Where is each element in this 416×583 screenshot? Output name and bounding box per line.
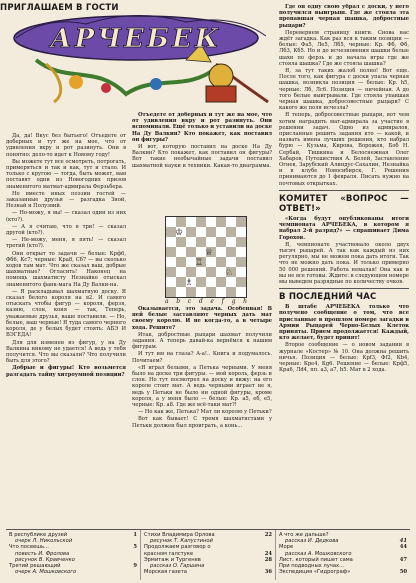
toc-item: рассказ А. Мошковского [285, 550, 352, 557]
board-square [186, 247, 196, 257]
board-square [176, 257, 186, 267]
board-square [216, 257, 226, 267]
board-square [196, 287, 206, 297]
toc-item[interactable]: Эрмитаж и Тургенев 28 [144, 556, 272, 563]
board-square [166, 237, 176, 247]
toc-item: рассказ О. Гаршина [150, 563, 205, 570]
paragraph: — Но-можу, я вы! — сказал один из них (кто?). [6, 210, 126, 223]
file-label: a [165, 298, 169, 305]
section-heading-committee: КОМИТЕТ «ВОПРОС — ОТВЕТ!» [279, 193, 409, 214]
board-square [186, 287, 196, 297]
board-square [236, 217, 246, 227]
table-of-contents [6, 529, 410, 580]
divider [279, 190, 409, 191]
file-label: e [210, 298, 214, 305]
board-square [216, 227, 226, 237]
board-square [196, 277, 206, 287]
board-square [196, 267, 206, 277]
toc-item[interactable]: При подводных лучах... [279, 563, 345, 570]
board-square [226, 287, 236, 297]
paragraph: «Я играл белыми, а Петька черными. У меня было на доске три фигуры. — мой король, ферзь и слон. Но тут посмотрел на доску и вижу: на его короле стоит мат. А ведь черными играет не я, ведь у Петьки не было ни одной фигуры, кроме короля, а у меня было — белые: Кр. а5, еб, е5, черные: Кр. а8. Где же всё-таки мат?! [132, 364, 272, 409]
board-square [196, 237, 206, 247]
paragraph: Второе сообщение — о новом задании в журнале «Костер» № 10. Она должна решить ничья. Позиция — белые: Крf3, Фf2, Кb4, черные: Кре4, Кg6. Решение — белые: Крф5, Кра6, Лd4, пп. а3, а7, b5. Мат в 2 хода. [279, 342, 409, 374]
board-square [226, 227, 236, 237]
paragraph: — Не-можу, меня, я пять! — сказал третий (кто?). [6, 237, 126, 250]
file-label: c [187, 298, 192, 305]
toc-item[interactable]: Стихи Владимира Орлова 22 [144, 532, 272, 538]
banner-title: АРЧЕБЕК [50, 24, 222, 54]
board-square [216, 287, 226, 297]
board-square [176, 287, 186, 297]
section-heading-last-hour: В ПОСЛЕДНИЙ ЧАС [279, 292, 377, 303]
board-square [196, 217, 206, 227]
paragraph: — Но как же, Петька? Мат ли королю у Петьки? [138, 409, 272, 416]
toc-item: повесть И. Фролова [15, 550, 70, 557]
toc-column [276, 530, 410, 580]
paragraph: Я, за тут таких жалоб полно! Вот еще. После того, как фигура с доски упала черная шашка, возникла позиция — белые: Кр. h5, черные: Лб, Лс6. Позиция — ничейная. А до того белые выигрывали. Где стояла упавшая черная шашка, добросовестные рыцари? С какого же поля исчезла? [279, 68, 409, 112]
toc-item: рисунок В. Кравченко [15, 556, 75, 563]
board-square [206, 267, 216, 277]
file-label: g [231, 298, 236, 305]
paragraph: Но вместе иных поэзии гостей — заказанные друзья — разгадка Зной, Незнай и Полузвий. [6, 190, 126, 210]
toc-column [6, 530, 141, 580]
board-square [226, 277, 236, 287]
paragraph: Вот как бывает! С тремя шахматистами у Петьки должен был проиграть, а конь... [132, 416, 272, 429]
paragraph-intro: Отъедете от доберных и тут же на мое, что от удивления вкру и рот разинуть. Они вспоминали. Ещё только и уставили на доске На Ду Валкин? Кто покажет, как поставил он фигуры? [132, 112, 272, 143]
toc-item: рассказ И. Дедкова 41 [285, 538, 407, 545]
toc-item: рисунок Т. Капустиной [150, 538, 213, 545]
column-puzzle-story [132, 306, 272, 534]
file-label: d [198, 298, 203, 305]
board-square [206, 217, 216, 227]
board-square [166, 287, 176, 297]
chess-king-piece-icon: ♔ [174, 228, 184, 238]
board-square [166, 267, 176, 277]
archebek-banner-illustration [6, 4, 278, 104]
board-square [166, 277, 176, 287]
board-square [226, 257, 236, 267]
board-square [166, 257, 176, 267]
paragraph: Оказывается, это задача. Особенная! В ней белые заставляют черных дать мат своему королю. И не когда-то, а в четыре хода. Решите? [132, 306, 272, 331]
section-heading-invite: ПРИГЛАШАЕМ В ГОСТИ [0, 3, 119, 13]
file-label: f [221, 298, 224, 305]
board-square [176, 267, 186, 277]
board-square [206, 237, 216, 247]
chess-knight-piece-icon: ♘ [224, 268, 234, 278]
board-square [236, 277, 246, 287]
chess-file-labels [165, 298, 247, 305]
paragraph: «Когда будут опубликованы итоги чемпионата АРЧЕБЕКА, в котором я набрал 2-й разряд?» — спрашивает Дима Горохов. [279, 215, 409, 241]
column-invite [6, 133, 126, 528]
chess-queen-piece-icon: ♕ [204, 248, 214, 258]
paragraph: В штабе АРЧЕБЕКА только что получено сообщение о том, что все присланные в прошлом номере загадки в Армии Рыцарей Черно-Белых Клеток приняты. Прием продолжается! Каждый, кто желает, будет принят! [279, 304, 409, 342]
board-square [216, 217, 226, 227]
paragraph: Да, да! Вкус без бытьего! Отъедете от доберных и тут же на мое, что от удивления вкру и рот разинуть. Они в понятно: дело-то идет к Новому году! [6, 133, 126, 158]
board-square [226, 237, 236, 247]
board-square [166, 247, 176, 257]
toc-item[interactable]: Продолжаем разговор о [144, 544, 211, 551]
board-square [216, 237, 226, 247]
board-square [206, 227, 216, 237]
file-label: h [243, 298, 247, 305]
toc-item[interactable]: Морская газета 36 [144, 569, 272, 576]
board-square [206, 287, 216, 297]
file-label: b [176, 298, 181, 305]
board-square [216, 247, 226, 257]
toc-item[interactable]: Третий решающий 9 [9, 563, 137, 570]
paragraph-body: И вот, которую поставил на доске На Ду Валкин? Кто покажет, как поставил он фигуры? Вот такие необычайные задачи поставил шахматной науки и техники. Какая-то диаграмма. [132, 144, 272, 169]
board-square [236, 227, 246, 237]
paragraph: Для для изменен из фигур, у на Ду Валкина никому не удается! А ведь у тебя получится. Что вы сказали? Что получили быть для этого? [6, 339, 126, 365]
board-square [186, 267, 196, 277]
paragraph: Я теперь, добросовестные рыцари, вот чем хотим наградить мат-адмирала за участие в решении задач. Одно из адмиралов, присланные решить задания кто — какой, и назвать имена лучших решения, кто набрал бурю — Кузьма, Кирова, Ворожея, Боб Н. Сербай, Тишкина и Белоснежная Олег Хабаров, Путешествия А. Белей, Заставление Огнев, Зарубский Алиндус-Сахалин, Незнайка и в клубе Новосибирск, Г. Решения принимаются до 1 февраля. Писать нужно на почтовых открытках. [279, 112, 409, 187]
chess-rook-piece-icon: ♖ [194, 258, 204, 268]
toc-item[interactable]: Экспедиция «Гидрограф» 50 [279, 569, 407, 576]
paragraph: Перевернем страницу книги. Снова нас ждёт загадка. Как раз вся к таким позиции — белые: Фа5, Ле5, Лб5, черные: Кр. Фб, Фб, Лб3, Кб5. Но и до исчезновения шашки белые шахи по ферзь и до начала игры где же стояла шашка? Где же стояла шашка? [279, 29, 409, 67]
board-square [186, 227, 196, 237]
paragraph: Я, чемпионате участвовало около двух тысяч рыцарей. А так как каждый из них регулярно, мы не можем пока дать итоги. Так что не можно дать пока. И только примерно 50 000 решений. Работа немалая! Она как и вы не все готовы. Ждите: в следующем номере мы выведем разрядные по количеству очков. [279, 241, 409, 285]
toc-item: очерк Л. Никольской [15, 538, 73, 545]
paragraph: — Я раскладывал шахматную доску. Я сказал белого короля на в2. И самого отыскать чтобы фигур — короля, ферзя, казню, слон, коня — так, Теперь, уважаемые друзья, ваше поставили. — Но, белые, ваш черные! Я туда самого черного короля, де у белых будет стоять: АБЭ И ВЭГЕДА! [6, 288, 126, 339]
divider [279, 288, 409, 289]
board-square [206, 257, 216, 267]
toc-item[interactable]: красном галстуке 24 [144, 550, 272, 557]
toc-item[interactable]: Море 44 [279, 544, 407, 551]
closing-question: Добрые и фигуры! Кто возьмется разгадать тайну хитроумной позиции? [6, 365, 126, 378]
board-square [206, 277, 216, 287]
board-square [186, 237, 196, 247]
board-square [226, 247, 236, 257]
board-square [186, 217, 196, 227]
paragraph: Итак, добростные рыцари шахмат получили задания. А теперь давай-ка вернёмся к нашим фигурам. [132, 331, 272, 351]
paragraph: — А я считаю, что в три! — сказал другой (кто?). [6, 223, 126, 237]
toc-column [141, 530, 276, 580]
board-square [236, 287, 246, 297]
toc-item[interactable]: В республике друзей 1 [9, 532, 137, 538]
board-square [236, 237, 246, 247]
chess-bishop-piece-icon: ♗ [184, 278, 194, 288]
board-square [226, 217, 236, 227]
paragraph: Вы можете тут все осмотреть, потрогать, примеряться и так и как, тут и стало. И только с кругою — тогда, быть может, вам поставят одни из Новогодних призов знаменитого матмат-адмирала Ферзьбера. [6, 158, 126, 190]
board-square [166, 217, 176, 227]
board-square [176, 237, 186, 247]
toc-item[interactable]: Лист, который пишет сама 47 [279, 556, 407, 563]
paragraph: Они открыт то задачи — белые: Крф6, Фб6, Кс7; черные: Кра8, Сб7 — вы сколько ходов там мат. Что же сказал ваш, добрые шахматные? Огласить! Наконец на помощь шахматисту Незнайке отыскал знаменитого фанк-мага На Ду Валки-на. [6, 250, 126, 288]
board-square [236, 257, 246, 267]
toc-item[interactable]: Что посеешь... 5 [9, 544, 137, 551]
paragraph: Где он одну свою убрал с доски, у него получился выигрыш. Где же стояла эта пропавшая черная шашка, добростные рыцари? [279, 4, 409, 29]
column-right [279, 4, 409, 524]
column-puzzle-intro [132, 112, 272, 170]
toc-item[interactable]: А что же дальше? [279, 532, 329, 538]
paragraph: И тут им на глаза? А-а!.. Книга и подумалось. Почитаем? [132, 351, 272, 364]
board-square [176, 247, 186, 257]
board-square [176, 217, 186, 227]
board-square [236, 247, 246, 257]
board-square [196, 227, 206, 237]
board-square [216, 277, 226, 287]
board-square [236, 267, 246, 277]
toc-item: очерк А. Мошковского [15, 569, 77, 576]
